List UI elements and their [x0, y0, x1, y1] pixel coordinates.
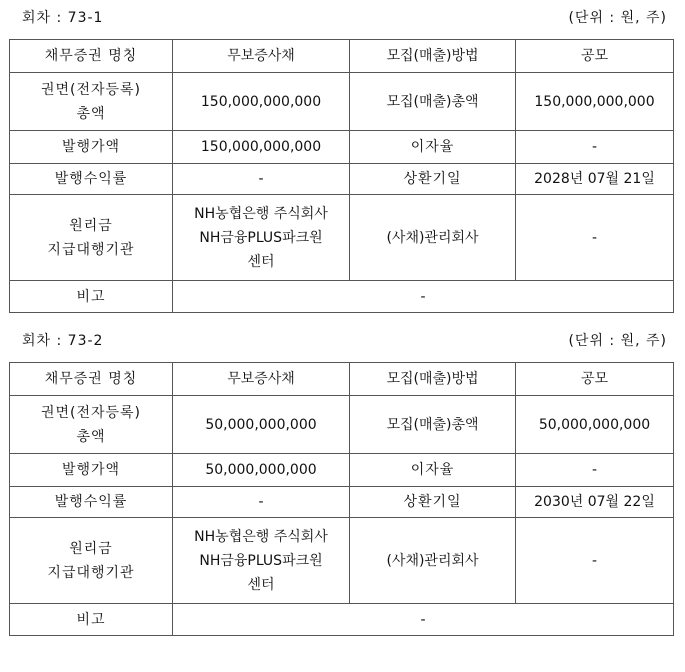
- offering-method-label: 모집(매출)방법: [350, 40, 516, 73]
- unit-label: (단위 : 원, 주): [568, 333, 667, 349]
- round-label: 회차 : 73-2: [22, 333, 104, 349]
- offering-method-value: 공모: [516, 363, 674, 396]
- bond-name-label: 채무증권 명칭: [10, 40, 173, 73]
- paying-agent-line3: 센터: [247, 253, 275, 270]
- table-row: [10, 131, 674, 164]
- table-row: [10, 604, 674, 636]
- table-row: [10, 487, 674, 518]
- bond-table: [9, 39, 674, 313]
- yield-label: 발행수익률: [10, 164, 173, 195]
- face-value-label-line1: 권면(전자등록): [40, 81, 142, 98]
- paying-agent-line1: NH농협은행 주식회사: [194, 528, 328, 545]
- bond-name-value: 무보증사채: [173, 40, 350, 73]
- paying-agent-label-line1: 원리금: [69, 217, 113, 234]
- face-value-label-line2: 총액: [76, 105, 106, 122]
- unit-label: (단위 : 원, 주): [568, 10, 667, 26]
- offering-total: 150,000,000,000: [516, 73, 674, 131]
- offering-total-label: 모집(매출)총액: [350, 396, 516, 454]
- yield: -: [173, 164, 350, 195]
- paying-agent-line2: NH금융PLUS파크원: [199, 552, 323, 569]
- remarks: -: [173, 604, 674, 636]
- face-value-label-line1: 권면(전자등록): [40, 404, 142, 421]
- maturity-label: 상환기일: [350, 164, 516, 195]
- table-row: [10, 363, 674, 396]
- remarks: -: [173, 281, 674, 313]
- table-row: [10, 396, 674, 454]
- section-meta: [0, 3, 685, 25]
- paying-agent-label-line1: 원리금: [69, 540, 113, 557]
- paying-agent-label-line2: 지급대행기관: [47, 564, 135, 581]
- table-row: [10, 73, 674, 131]
- table-row: [10, 195, 674, 281]
- paying-agent-label-line2: 지급대행기관: [47, 241, 135, 258]
- trustee-label: (사채)관리회사: [350, 518, 516, 604]
- table-row: [10, 454, 674, 487]
- offering-method-label: 모집(매출)방법: [350, 363, 516, 396]
- table-row: [10, 164, 674, 195]
- round-label: 회차 : 73-1: [22, 10, 104, 26]
- issue-price-label: 발행가액: [10, 454, 173, 487]
- paying-agent-line3: 센터: [247, 576, 275, 593]
- trustee: -: [516, 518, 674, 604]
- offering-total-label: 모집(매출)총액: [350, 73, 516, 131]
- bond-name-value: 무보증사채: [173, 363, 350, 396]
- trustee-label: (사채)관리회사: [350, 195, 516, 281]
- remarks-label: 비고: [10, 281, 173, 313]
- interest-rate: -: [516, 131, 674, 164]
- trustee: -: [516, 195, 674, 281]
- bond-section-73-2: [0, 326, 685, 628]
- face-value-label: [10, 73, 173, 131]
- yield-label: 발행수익률: [10, 487, 173, 518]
- maturity: 2030년 07월 22일: [516, 487, 674, 518]
- issue-price: 150,000,000,000: [173, 131, 350, 164]
- face-value: 50,000,000,000: [173, 396, 350, 454]
- issue-price: 50,000,000,000: [173, 454, 350, 487]
- interest-rate-label: 이자율: [350, 131, 516, 164]
- table-row: [10, 40, 674, 73]
- paying-agent: [173, 195, 350, 281]
- section-meta: [0, 326, 685, 348]
- bond-table: [9, 362, 674, 636]
- interest-rate-label: 이자율: [350, 454, 516, 487]
- bond-section-73-1: [0, 3, 685, 305]
- paying-agent-label: [10, 195, 173, 281]
- yield: -: [173, 487, 350, 518]
- issue-price-label: 발행가액: [10, 131, 173, 164]
- bond-name-label: 채무증권 명칭: [10, 363, 173, 396]
- table-row: [10, 281, 674, 313]
- offering-total: 50,000,000,000: [516, 396, 674, 454]
- remarks-label: 비고: [10, 604, 173, 636]
- face-value: 150,000,000,000: [173, 73, 350, 131]
- table-row: [10, 518, 674, 604]
- face-value-label-line2: 총액: [76, 428, 106, 445]
- maturity: 2028년 07월 21일: [516, 164, 674, 195]
- paying-agent-line2: NH금융PLUS파크원: [199, 229, 323, 246]
- paying-agent-label: [10, 518, 173, 604]
- interest-rate: -: [516, 454, 674, 487]
- paying-agent: [173, 518, 350, 604]
- maturity-label: 상환기일: [350, 487, 516, 518]
- paying-agent-line1: NH농협은행 주식회사: [194, 205, 328, 222]
- face-value-label: [10, 396, 173, 454]
- offering-method-value: 공모: [516, 40, 674, 73]
